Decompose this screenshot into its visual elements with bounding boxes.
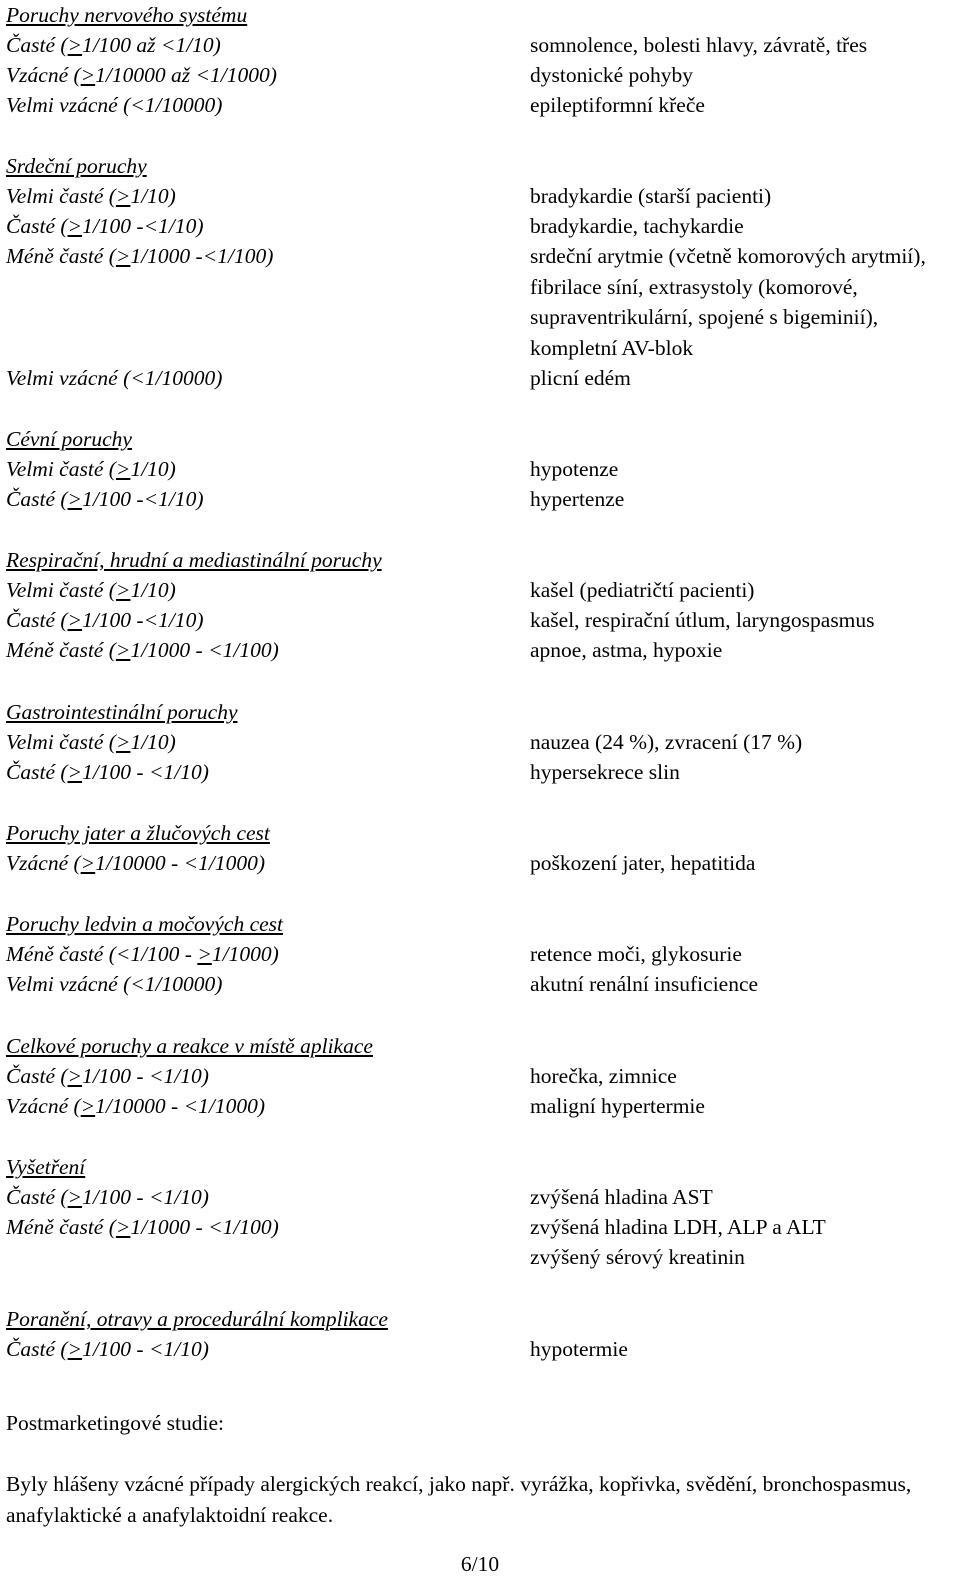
adverse-effect: akutní renální insuficience — [530, 972, 759, 996]
frequency-label: Časté (>1/100 až <1/10) — [6, 33, 221, 57]
page-number: 6/10 — [460, 1552, 500, 1576]
frequency-label: Vzácné (>1/10000 až <1/1000) — [6, 63, 277, 87]
adverse-effect: plicní edém — [530, 366, 631, 390]
frequency-label: Méně časté (<1/100 - >1/1000) — [6, 942, 279, 966]
frequency-label: Méně časté (>1/1000 - <1/100) — [6, 638, 279, 662]
section-heading: Poranění, otravy a procedurální komplikace — [6, 1307, 388, 1331]
frequency-label: Časté (>1/100 -<1/10) — [6, 487, 204, 511]
adverse-effect: horečka, zimnice — [530, 1064, 677, 1088]
section-heading: Srdeční poruchy — [6, 154, 147, 178]
adverse-effect: hypersekrece slin — [530, 760, 680, 784]
adverse-effect: poškození jater, hepatitida — [530, 851, 756, 875]
frequency-label: Velmi časté (>1/10) — [6, 578, 176, 602]
frequency-label: Velmi vzácné (<1/10000) — [6, 366, 223, 390]
frequency-label: Časté (>1/100 - <1/10) — [6, 760, 209, 784]
frequency-label: Méně časté (>1/1000 -<1/100) — [6, 244, 274, 268]
adverse-effect: kašel (pediatričtí pacienti) — [530, 578, 755, 602]
frequency-label: Časté (>1/100 - <1/10) — [6, 1185, 209, 1209]
frequency-label: Vzácné (>1/10000 - <1/1000) — [6, 851, 265, 875]
adverse-effect: zvýšená hladina LDH, ALP a ALT — [530, 1215, 826, 1239]
adverse-effect: maligní hypertermie — [530, 1094, 705, 1118]
adverse-effect: hypertenze — [530, 487, 625, 511]
adverse-effect: epileptiformní křeče — [530, 93, 705, 117]
section-heading: Poruchy jater a žlučových cest — [6, 821, 270, 845]
adverse-effect: kašel, respirační útlum, laryngospasmus — [530, 608, 875, 632]
frequency-label: Časté (>1/100 -<1/10) — [6, 214, 204, 238]
adverse-effect: zvýšený sérový kreatinin — [530, 1245, 745, 1269]
section-heading: Cévní poruchy — [6, 427, 132, 451]
adverse-effect: apnoe, astma, hypoxie — [530, 638, 723, 662]
frequency-label: Velmi vzácné (<1/10000) — [6, 972, 223, 996]
adverse-effect: dystonické pohyby — [530, 63, 694, 87]
adverse-effect: srdeční arytmie (včetně komorových arytmií), fibrilace síní, extrasystoly (komorové, supraventrikulární, spojené s bigeminií), kompletní AV-blok — [530, 244, 926, 360]
section-heading: Vyšetření — [6, 1155, 86, 1179]
adverse-effect: nauzea (24 %), zvracení (17 %) — [530, 730, 803, 754]
adverse-effect: retence moči, glykosurie — [530, 942, 742, 966]
frequency-label: Velmi vzácné (<1/10000) — [6, 93, 223, 117]
adverse-effect: zvýšená hladina AST — [530, 1185, 713, 1209]
adverse-effect: hypotermie — [530, 1337, 628, 1361]
frequency-label: Velmi časté (>1/10) — [6, 184, 176, 208]
section-heading: Gastrointestinální poruchy — [6, 700, 238, 724]
frequency-label: Časté (>1/100 - <1/10) — [6, 1064, 209, 1088]
section-heading: Respirační, hrudní a mediastinální poruchy — [6, 548, 382, 572]
section-heading: Poruchy nervového systému — [6, 3, 248, 27]
frequency-label: Časté (>1/100 -<1/10) — [6, 608, 204, 632]
frequency-label: Velmi časté (>1/10) — [6, 457, 176, 481]
adverse-effect: somnolence, bolesti hlavy, závratě, třes — [530, 33, 868, 57]
section-heading: Celkové poruchy a reakce v místě aplikace — [6, 1034, 373, 1058]
section-heading: Poruchy ledvin a močových cest — [6, 912, 283, 936]
adverse-effect: bradykardie, tachykardie — [530, 214, 744, 238]
adverse-effect: hypotenze — [530, 457, 619, 481]
postmarketing-text: Byly hlášeny vzácné případy alergických reakcí, jako např. vyrážka, kopřivka, svědění, bronchospasmus, anafylaktické a anafylaktoidní reakce. — [6, 1472, 912, 1527]
frequency-label: Vzácné (>1/10000 - <1/1000) — [6, 1094, 265, 1118]
frequency-label: Časté (>1/100 - <1/10) — [6, 1337, 209, 1361]
adverse-effect: bradykardie (starší pacienti) — [530, 184, 772, 208]
postmarketing-heading: Postmarketingové studie: — [6, 1411, 224, 1435]
frequency-label: Velmi časté (>1/10) — [6, 730, 176, 754]
frequency-label: Méně časté (>1/1000 - <1/100) — [6, 1215, 279, 1239]
